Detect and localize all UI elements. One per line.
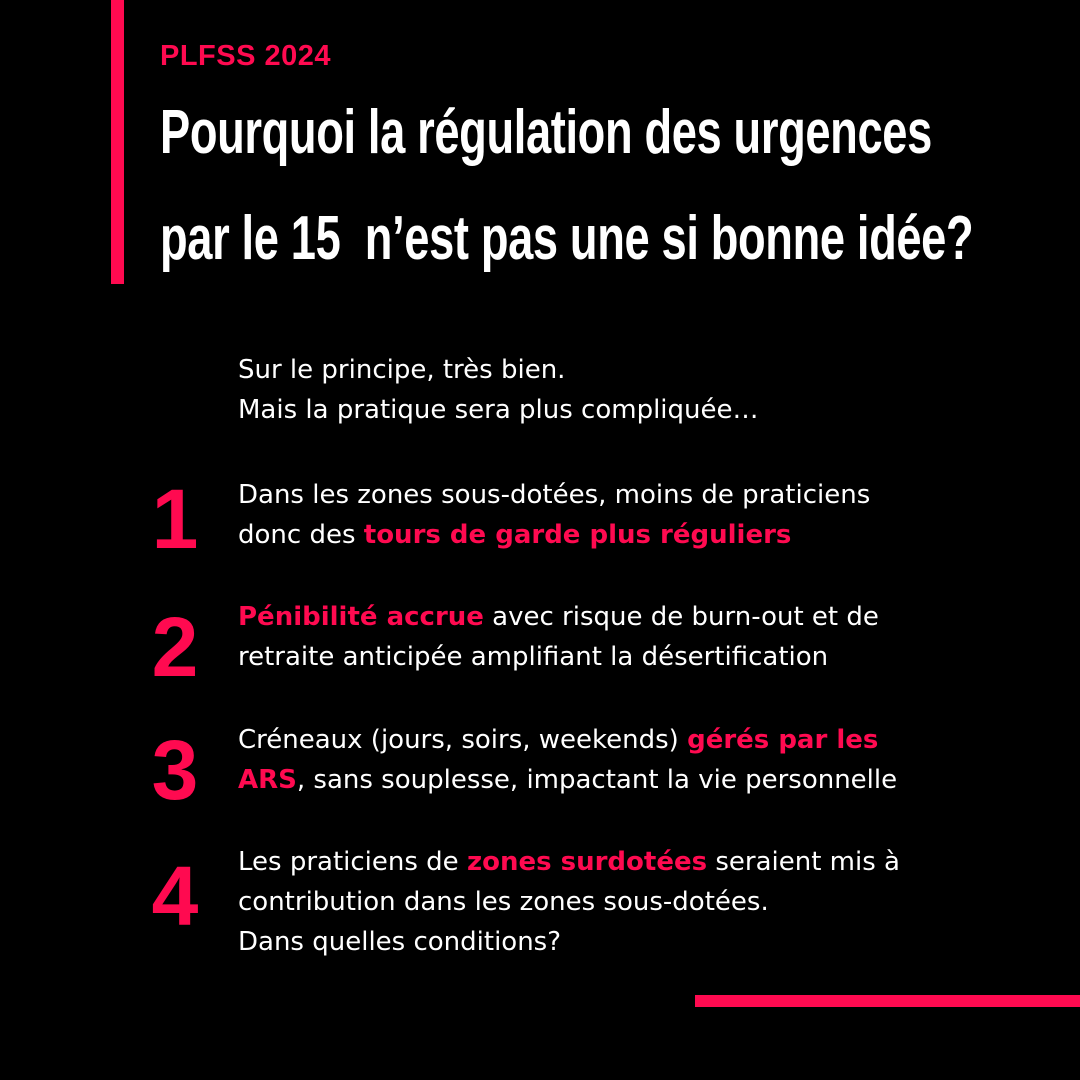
item-number: 2 bbox=[151, 600, 199, 694]
item-text bbox=[238, 842, 1038, 962]
item-highlight: ARS bbox=[238, 765, 297, 795]
item-number: 1 bbox=[151, 472, 199, 566]
title-line-2: par le 15 n’est pas une si bonne idée? bbox=[160, 204, 974, 273]
item-text bbox=[238, 597, 1038, 677]
item-text-segment: Dans quelles conditions? bbox=[238, 927, 562, 957]
page-title bbox=[160, 80, 974, 292]
item-text-segment: contribution dans les zones sous-dotées. bbox=[238, 887, 769, 917]
item-text-segment: donc des bbox=[238, 520, 364, 550]
item-highlight: gérés par les bbox=[687, 725, 879, 755]
item-text-segment: Les praticiens de bbox=[238, 847, 467, 877]
item-highlight: tours de garde plus réguliers bbox=[363, 520, 792, 550]
item-text-segment: Dans les zones sous-dotées, moins de praticiens bbox=[238, 480, 871, 510]
eyebrow-label: PLFSS 2024 bbox=[160, 40, 332, 72]
intro-line-2: Mais la pratique sera plus compliquée… bbox=[238, 395, 759, 425]
accent-bar-bottom bbox=[695, 995, 1080, 1007]
item-text-segment: seraient mis à bbox=[707, 847, 900, 877]
item-text bbox=[238, 475, 1038, 555]
intro-text bbox=[238, 350, 759, 430]
item-text-segment: , sans souplesse, impactant la vie personnelle bbox=[296, 765, 898, 795]
item-number: 4 bbox=[151, 849, 199, 943]
item-highlight: Pénibilité accrue bbox=[238, 602, 484, 632]
item-text-segment: avec risque de burn-out et de bbox=[483, 602, 879, 632]
accent-bar-left bbox=[111, 0, 124, 284]
item-text-segment: retraite anticipée amplifiant la désertification bbox=[238, 642, 829, 672]
item-text bbox=[238, 720, 1038, 800]
item-text-segment: Créneaux (jours, soirs, weekends) bbox=[238, 725, 688, 755]
intro-line-1: Sur le principe, très bien. bbox=[238, 355, 566, 385]
title-line-1: Pourquoi la régulation des urgences bbox=[160, 98, 932, 167]
item-highlight: zones surdotées bbox=[466, 847, 708, 877]
item-number: 3 bbox=[151, 723, 199, 817]
